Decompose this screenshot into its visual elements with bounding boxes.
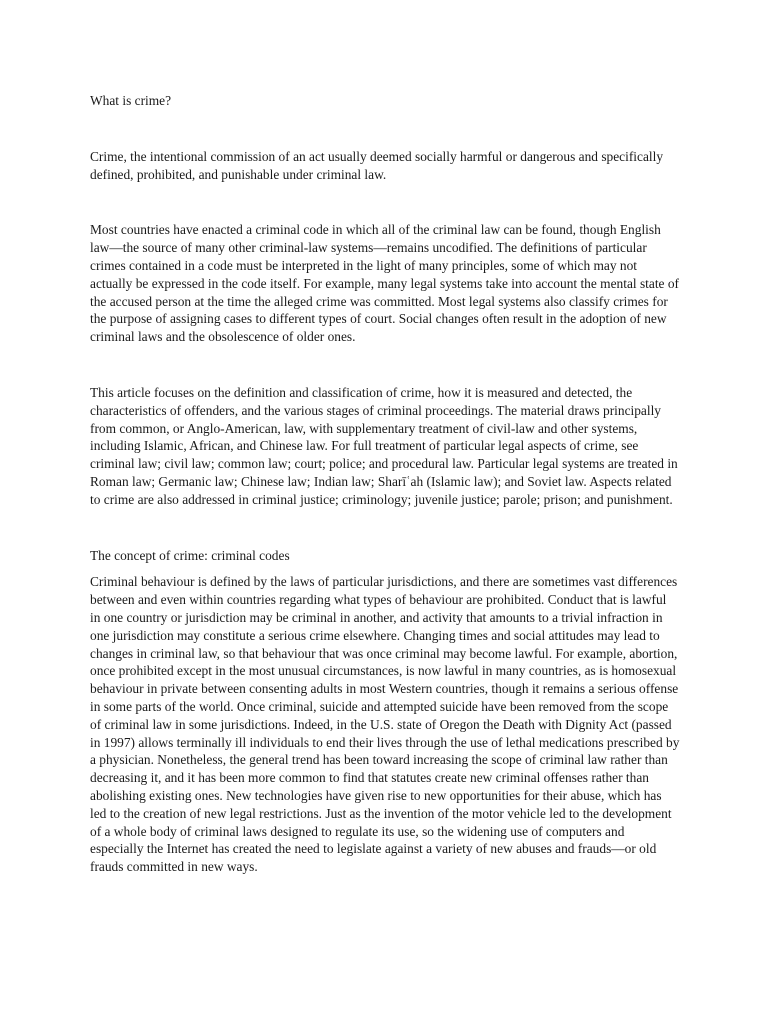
article-scope-paragraph: This article focuses on the definition and classification of crime, how it is measured and detected, the characteristics of offenders, and the various stages of criminal proceedings. The material draws principally from common, or Anglo-American, law, with supplementary treatment of civil-law and other systems, including Islamic, African, and Chinese law. For full treatment of particular legal aspects of crime, see criminal law; civil law; common law; court; police; and procedural law. Particular legal systems are treated in Roman law; Germanic law; Chinese law; Indian law; Sharīʿah (Islamic law); and Soviet law. Aspects related to crime are also addressed in criminal justice; criminology; juvenile justice; parole; prison; and punishment.	[90, 384, 678, 507]
section-heading: The concept of crime: criminal codes	[90, 547, 290, 563]
criminal-code-paragraph: Most countries have enacted a criminal code in which all of the criminal law can be found, though English law—the source of many other criminal-law systems—remains uncodified. The definitions of particular crimes contained in a code must be interpreted in the light of many principles, some of which may not actually be expressed in the code itself. For example, many legal systems take into account the mental state of the accused person at the time the alleged crime was committed. Most legal systems also classify crimes for the purpose of assigning cases to different types of court. Social changes often result in the adoption of new criminal laws and the obsolescence of older ones.	[90, 222, 679, 345]
document-page	[90, 92, 680, 876]
document-title: What is crime?	[90, 93, 172, 108]
definition-paragraph: Crime, the intentional commission of an act usually deemed socially harmful or dangerous and specifically defined, prohibited, and punishable under criminal law.	[90, 148, 664, 182]
section-body-paragraph: Criminal behaviour is defined by the laws of particular jurisdictions, and there are sometimes vast differences between and even within countries regarding what types of behaviour are prohibited. Conduct that is lawful in one country or jurisdiction may be criminal in another, and activity that amounts to a trivial infraction in one jurisdiction may constitute a serious crime elsewhere. Changing times and social attitudes may lead to changes in criminal law, so that behaviour that was once criminal may become lawful. For example, abortion, once prohibited except in the most unusual circumstances, is now lawful in many countries, as is homosexual behaviour in private between consenting adults in most Western countries, though it remains a serious offense in some parts of the world. Once criminal, suicide and attempted suicide have been removed from the scope of criminal law in some jurisdictions. Indeed, in the U.S. state of Oregon the Death with Dignity Act (passed in 1997) allows terminally ill individuals to end their lives through the use of lethal medications prescribed by a physician. Nonetheless, the general trend has been toward increasing the scope of criminal law rather than decreasing it, and it has been more common to find that statutes create new criminal offenses rather than abolishing existing ones. New technologies have given rise to new opportunities for their abuse, which has led to the creation of new legal restrictions. Just as the invention of the motor vehicle led to the development of a whole body of criminal laws designed to regulate its use, so the widening use of computers and especially the Internet has created the need to legislate against a variety of new abuses and frauds—or old frauds committed in new ways.	[90, 574, 680, 875]
